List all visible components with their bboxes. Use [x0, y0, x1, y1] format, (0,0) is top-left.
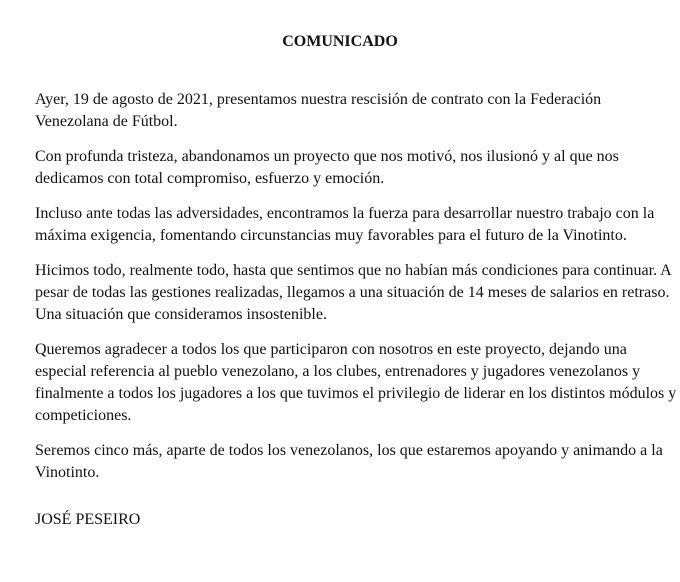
text-line: Con profunda tristeza, abandonamos un proyecto que nos motivó, nos ilusionó y al que nos [35, 148, 619, 165]
text-line: competiciones. [35, 407, 132, 424]
text-line: dedicamos con total compromiso, esfuerzo y emoción. [35, 170, 385, 187]
text-line: Una situación que consideramos insostenible. [35, 306, 327, 323]
text-line: pesar de todas las gestiones realizadas, llegamos a una situación de 14 meses de salarios en retraso. [35, 284, 670, 301]
paragraph-4 [35, 260, 676, 326]
paragraph-2 [35, 146, 676, 190]
paragraph-3 [35, 203, 676, 247]
paragraph-1 [35, 89, 676, 133]
text-line: máxima exigencia, fomentando circunstancias muy favorables para el futuro de la Vinotinto. [35, 227, 627, 244]
paragraph-6 [35, 440, 676, 484]
text-line: Vinotinto. [35, 464, 100, 481]
text-line: finalmente a todos los jugadores a los que tuvimos el privilegio de liderar en los distintos módulos y [35, 385, 677, 402]
document-title: COMUNICADO [282, 33, 398, 50]
text-line: Seremos cinco más, aparte de todos los venezolanos, los que estaremos apoyando y animando a la [35, 442, 663, 459]
paragraph-5 [35, 339, 676, 427]
text-line: Venezolana de Fútbol. [35, 113, 178, 130]
text-line: especial referencia al pueblo venezolano, a los clubes, entrenadores y jugadores venezolanos y [35, 363, 641, 380]
text-line: Ayer, 19 de agosto de 2021, presentamos nuestra rescisión de contrato con la Federación [35, 91, 602, 108]
text-line: Queremos agradecer a todos los que participaron con nosotros en este proyecto, dejando una [35, 341, 627, 358]
document-body [35, 89, 676, 497]
text-line: Hicimos todo, realmente todo, hasta que sentimos que no habían más condiciones para continuar. A [35, 262, 672, 279]
signature: JOSÉ PESEIRO [35, 511, 141, 528]
text-line: Incluso ante todas las adversidades, encontramos la fuerza para desarrollar nuestro trabajo con la [35, 205, 655, 222]
